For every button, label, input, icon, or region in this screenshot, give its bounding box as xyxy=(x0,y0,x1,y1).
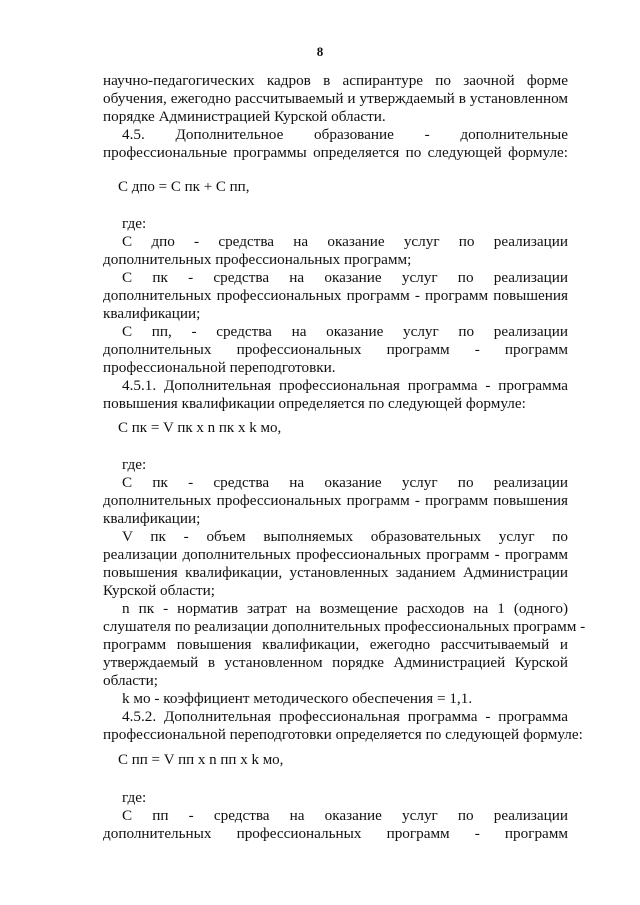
text-line: программ повышения квалификации, ежегодно рассчитываемый и xyxy=(103,636,568,653)
section-heading-4-5-1: 4.5.1. Дополнительная профессиональная программа - программа xyxy=(122,377,568,394)
definition-line: V пк - объем выполняемых образовательных услуг по xyxy=(122,528,568,545)
text-line: повышения квалификации, установленных заданием Администрации xyxy=(103,564,568,581)
formula-c-pk: С пк = V пк х n пк х k мо, xyxy=(118,420,282,436)
text-line: профессиональной переподготовки определяется по следующей формуле: xyxy=(103,726,583,743)
page-number: 8 xyxy=(316,44,324,59)
text-line: Курской области; xyxy=(103,582,216,599)
text-line: реализации дополнительных профессиональных программ - программ xyxy=(103,546,568,563)
formula-c-pp: С пп = V пп х n пп х k мо, xyxy=(118,752,284,768)
definition-line: k мо - коэффициент методического обеспечения = 1,1. xyxy=(122,690,473,707)
definition-line: С пк - средства на оказание услуг по реализации xyxy=(122,269,568,286)
definition-line: С пк - средства на оказание услуг по реализации xyxy=(122,474,568,491)
text-line: области; xyxy=(103,672,158,689)
formula-c-dpo: С дпо = С пк + С пп, xyxy=(118,179,250,195)
where-label: где: xyxy=(122,789,147,806)
text-line: слушателя по реализации дополнительных профессиональных программ - xyxy=(103,618,586,635)
text-line: профессиональной переподготовки. xyxy=(103,359,336,376)
definition-line: С пп, - средства на оказание услуг по реализации xyxy=(122,323,568,340)
text-line: дополнительных профессиональных программ - программ повышения xyxy=(103,492,568,509)
where-label: где: xyxy=(122,215,147,232)
definition-line: n пк - норматив затрат на возмещение расходов на 1 (одного) xyxy=(122,600,568,617)
definition-line: С пп - средства на оказание услуг по реализации xyxy=(122,807,568,824)
text-line: дополнительных профессиональных программ; xyxy=(103,251,412,268)
text-line: профессиональные программы определяется по следующей формуле: xyxy=(103,144,568,161)
text-line: утверждаемый в установленном порядке Администрацией Курской xyxy=(103,654,568,671)
section-heading-4-5-2: 4.5.2. Дополнительная профессиональная программа - программа xyxy=(122,708,568,725)
text-line: обучения, ежегодно рассчитываемый и утверждаемый в установленном xyxy=(103,90,568,107)
text-line: квалификации; xyxy=(103,510,201,527)
section-heading-4-5: 4.5. Дополнительное образование - дополнительные xyxy=(122,126,568,143)
text-line: квалификации; xyxy=(103,305,201,322)
where-label: где: xyxy=(122,456,147,473)
text-line: дополнительных профессиональных программ - программ xyxy=(103,825,568,842)
text-line: дополнительных профессиональных программ - программ xyxy=(103,341,568,358)
text-line: порядке Администрацией Курской области. xyxy=(103,108,386,125)
text-line: дополнительных профессиональных программ - программ повышения xyxy=(103,287,568,304)
definition-line: С дпо - средства на оказание услуг по реализации xyxy=(122,233,568,250)
text-line: повышения квалификации определяется по следующей формуле: xyxy=(103,395,526,412)
text-line: научно-педагогических кадров в аспирантуре по заочной форме xyxy=(103,72,568,89)
